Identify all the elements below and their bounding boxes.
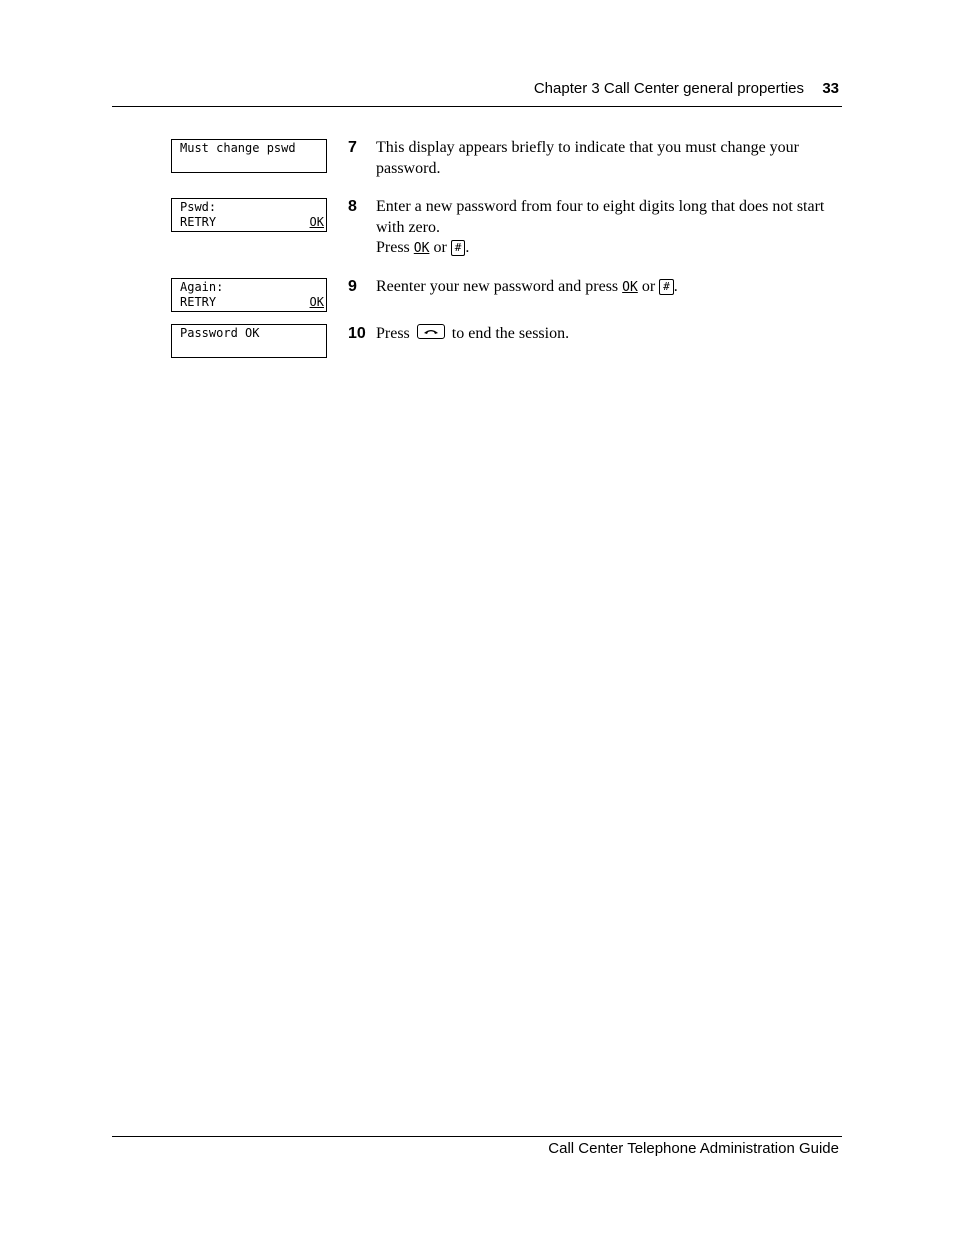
period: . xyxy=(673,278,678,295)
or-label: or xyxy=(641,278,656,295)
step-description: to end the session. xyxy=(451,325,570,342)
step-number: 7 xyxy=(348,139,357,156)
display-line2: RETRY xyxy=(180,295,217,309)
pound-key-icon: # xyxy=(451,240,466,256)
display-softkey: OK xyxy=(309,295,324,309)
step-number: 9 xyxy=(348,278,357,295)
step-number: 8 xyxy=(348,198,357,215)
page-number: 33 xyxy=(822,80,839,97)
display-again xyxy=(171,278,327,312)
display-line1: Must change pswd xyxy=(180,141,296,155)
chapter-title: Chapter 3 Call Center general properties xyxy=(533,80,804,97)
display-password-ok xyxy=(171,324,327,358)
or-label: or xyxy=(433,239,447,256)
guide-title: Call Center Telephone Administration Guide xyxy=(548,1140,839,1157)
step-text xyxy=(376,197,838,260)
step-text xyxy=(376,138,838,179)
step-description: Enter a new password from four to eight digits long that does not start with zero. xyxy=(376,198,825,236)
pound-key-icon: # xyxy=(659,279,674,295)
step-number: 10 xyxy=(348,325,366,342)
display-line1: Again: xyxy=(180,280,224,294)
step-description: This display appears briefly to indicate that you must change your password. xyxy=(376,139,799,177)
ok-softkey: OK xyxy=(413,241,430,256)
page-footer xyxy=(112,1136,842,1157)
press-label: Press xyxy=(376,239,410,256)
display-softkey: OK xyxy=(309,215,324,229)
display-line1: Pswd: xyxy=(180,200,217,214)
page-header xyxy=(112,78,842,107)
period: . xyxy=(465,239,470,256)
display-line1: Password OK xyxy=(180,326,260,340)
ok-softkey: OK xyxy=(622,280,638,295)
step-text xyxy=(376,277,838,299)
step-description: Reenter your new password and press xyxy=(376,278,619,295)
release-key-icon xyxy=(417,324,445,339)
press-label: Press xyxy=(376,325,410,342)
step-text xyxy=(376,324,838,345)
display-must-change-pswd xyxy=(171,139,327,173)
display-line2: RETRY xyxy=(180,215,217,229)
display-pswd xyxy=(171,198,327,232)
